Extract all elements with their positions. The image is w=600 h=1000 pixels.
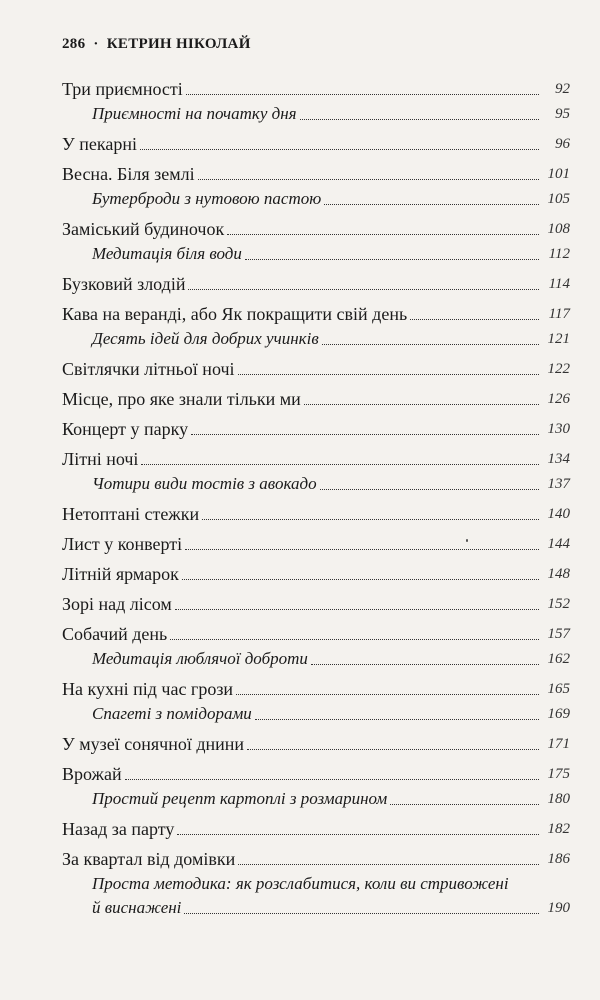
toc-page-number: 190 bbox=[547, 900, 570, 916]
paper-speck bbox=[466, 539, 468, 542]
dot-leader bbox=[177, 834, 539, 835]
toc-page-number: 101 bbox=[547, 166, 570, 182]
dot-leader bbox=[322, 344, 539, 345]
toc-page-number: 130 bbox=[547, 421, 570, 437]
toc-subentry-title: Десять ідей для добрих учинків bbox=[92, 329, 319, 348]
toc-entry-title: Місце, про яке знали тільки ми bbox=[62, 389, 301, 409]
toc-subentry bbox=[62, 243, 570, 265]
dot-leader bbox=[182, 579, 539, 580]
toc-entry bbox=[62, 133, 570, 155]
toc-page-number: 108 bbox=[547, 221, 570, 237]
running-header bbox=[62, 36, 251, 53]
toc-page-number: 162 bbox=[547, 651, 570, 667]
toc-entry-title: Врожай bbox=[62, 764, 122, 784]
toc-entry-title: Собачий день bbox=[62, 624, 168, 644]
toc-subentry-title: Простий рецепт картоплі з розмарином bbox=[92, 789, 388, 808]
toc-subentry-title: Бутерброди з нутовою пастою bbox=[92, 189, 322, 208]
toc-entry bbox=[62, 273, 570, 295]
toc-entry-title: На кухні під час грози bbox=[62, 679, 234, 699]
toc-page-number: 134 bbox=[547, 451, 570, 467]
toc-page-number: 121 bbox=[547, 331, 570, 347]
toc-page-number: 137 bbox=[547, 476, 570, 492]
dot-leader bbox=[141, 464, 539, 465]
toc-page-number: 157 bbox=[547, 626, 570, 642]
toc-entry bbox=[62, 418, 570, 440]
toc-page-number: 95 bbox=[555, 106, 570, 122]
toc-entry bbox=[62, 163, 570, 185]
toc-subentry-title: Медитація люблячої доброти bbox=[92, 649, 308, 668]
toc-page-number: 114 bbox=[548, 276, 570, 292]
toc-subentry bbox=[62, 328, 570, 350]
toc-page-number: 148 bbox=[547, 566, 570, 582]
dot-leader bbox=[324, 204, 539, 205]
dot-leader bbox=[140, 149, 539, 150]
toc-entry-title: Нетоптані стежки bbox=[62, 504, 200, 524]
dot-leader bbox=[304, 404, 539, 405]
page-number: 286 bbox=[62, 36, 86, 52]
dot-leader bbox=[186, 94, 539, 95]
dot-leader bbox=[188, 289, 539, 290]
dot-leader bbox=[311, 664, 539, 665]
toc-subentry-title: Проста методика: як розслабитися, коли ви стривожені bbox=[92, 874, 509, 893]
toc-entry-title: У пекарні bbox=[62, 134, 137, 154]
toc-entry bbox=[62, 563, 570, 585]
toc-entry bbox=[62, 733, 570, 755]
toc-entry bbox=[62, 763, 570, 785]
toc-entry-title: Лист у конверті bbox=[62, 534, 183, 554]
toc-entry-title: Світлячки літньої ночі bbox=[62, 359, 235, 379]
toc-page-number: 122 bbox=[547, 361, 570, 377]
toc-subentry-title: Спагеті з помідорами bbox=[92, 704, 252, 723]
toc-entry-title: Концерт у парку bbox=[62, 419, 189, 439]
toc-page-number: 126 bbox=[547, 391, 570, 407]
toc-entry-title: Літній ярмарок bbox=[62, 564, 179, 584]
toc-entry-title: Кава на веранді, або Як покращити свій день bbox=[62, 304, 408, 324]
toc-entry-title: Заміський будиночок bbox=[62, 219, 225, 239]
toc-page-number: 186 bbox=[547, 851, 570, 867]
toc-entry bbox=[62, 818, 570, 840]
toc-subentry bbox=[62, 897, 570, 919]
dot-leader bbox=[245, 259, 539, 260]
toc-page-number: 112 bbox=[548, 246, 570, 262]
dot-leader bbox=[185, 549, 539, 550]
toc-entry bbox=[62, 503, 570, 525]
toc-page-number: 144 bbox=[547, 536, 570, 552]
toc-entry-title: За квартал від домівки bbox=[62, 849, 236, 869]
toc-page-number: 169 bbox=[547, 706, 570, 722]
toc-subentry bbox=[62, 103, 570, 125]
toc-entry-title: Зорі над лісом bbox=[62, 594, 172, 614]
dot-leader bbox=[255, 719, 539, 720]
toc-entry-title: Назад за парту bbox=[62, 819, 175, 839]
toc-entry bbox=[62, 78, 570, 100]
dot-leader bbox=[410, 319, 539, 320]
toc-entry bbox=[62, 623, 570, 645]
dot-leader bbox=[202, 519, 539, 520]
toc-subentry bbox=[62, 788, 570, 810]
toc-page-number: 175 bbox=[547, 766, 570, 782]
toc-entry bbox=[62, 678, 570, 700]
dot-leader bbox=[175, 609, 539, 610]
toc-entry bbox=[62, 358, 570, 380]
toc-entry-title: Три приємності bbox=[62, 79, 183, 99]
toc-entry bbox=[62, 303, 570, 325]
toc-page-number: 140 bbox=[547, 506, 570, 522]
toc-entry-title: У музеї сонячної днини bbox=[62, 734, 245, 754]
dot-leader bbox=[227, 234, 539, 235]
dot-leader bbox=[191, 434, 539, 435]
toc-entry bbox=[62, 848, 570, 870]
toc-subentry bbox=[62, 473, 570, 495]
toc-entry bbox=[62, 448, 570, 470]
toc-entry bbox=[62, 218, 570, 240]
toc-subentry-line bbox=[62, 873, 570, 895]
toc-subentry bbox=[62, 703, 570, 725]
toc-page-number: 105 bbox=[547, 191, 570, 207]
toc-page-number: 171 bbox=[547, 736, 570, 752]
dot-leader bbox=[236, 694, 539, 695]
toc-entry bbox=[62, 388, 570, 410]
toc-subentry-title: Приємності на початку дня bbox=[92, 104, 297, 123]
toc-entry bbox=[62, 533, 570, 555]
toc-subentry-title: й виснажені bbox=[92, 898, 182, 917]
dot-leader bbox=[125, 779, 539, 780]
toc-page-number: 117 bbox=[548, 306, 570, 322]
toc-entry bbox=[62, 593, 570, 615]
dot-leader bbox=[247, 749, 539, 750]
toc-entry-title: Весна. Біля землі bbox=[62, 164, 195, 184]
toc-page-number: 152 bbox=[547, 596, 570, 612]
toc-entry-title: Бузковий злодій bbox=[62, 274, 186, 294]
dot-leader bbox=[184, 913, 539, 914]
dot-leader bbox=[170, 639, 539, 640]
toc-subentry-title: Медитація біля води bbox=[92, 244, 242, 263]
toc-entry-title: Літні ночі bbox=[62, 449, 139, 469]
dot-leader bbox=[238, 374, 539, 375]
toc-subentry-title: Чотири види тостів з авокадо bbox=[92, 474, 317, 493]
toc-page-number: 92 bbox=[555, 81, 570, 97]
toc-subentry bbox=[62, 648, 570, 670]
dot-leader bbox=[320, 489, 539, 490]
toc-page-number: 180 bbox=[547, 791, 570, 807]
dot-leader bbox=[390, 804, 539, 805]
toc-page-number: 96 bbox=[555, 136, 570, 152]
table-of-contents bbox=[62, 78, 570, 919]
dot-leader bbox=[198, 179, 539, 180]
toc-page-number: 182 bbox=[547, 821, 570, 837]
author-name: КЕТРИН НІКОЛАЙ bbox=[106, 36, 251, 52]
toc-page-number: 165 bbox=[547, 681, 570, 697]
dot-leader bbox=[238, 864, 539, 865]
toc-subentry bbox=[62, 188, 570, 210]
header-separator: · bbox=[93, 36, 99, 52]
dot-leader bbox=[300, 119, 539, 120]
